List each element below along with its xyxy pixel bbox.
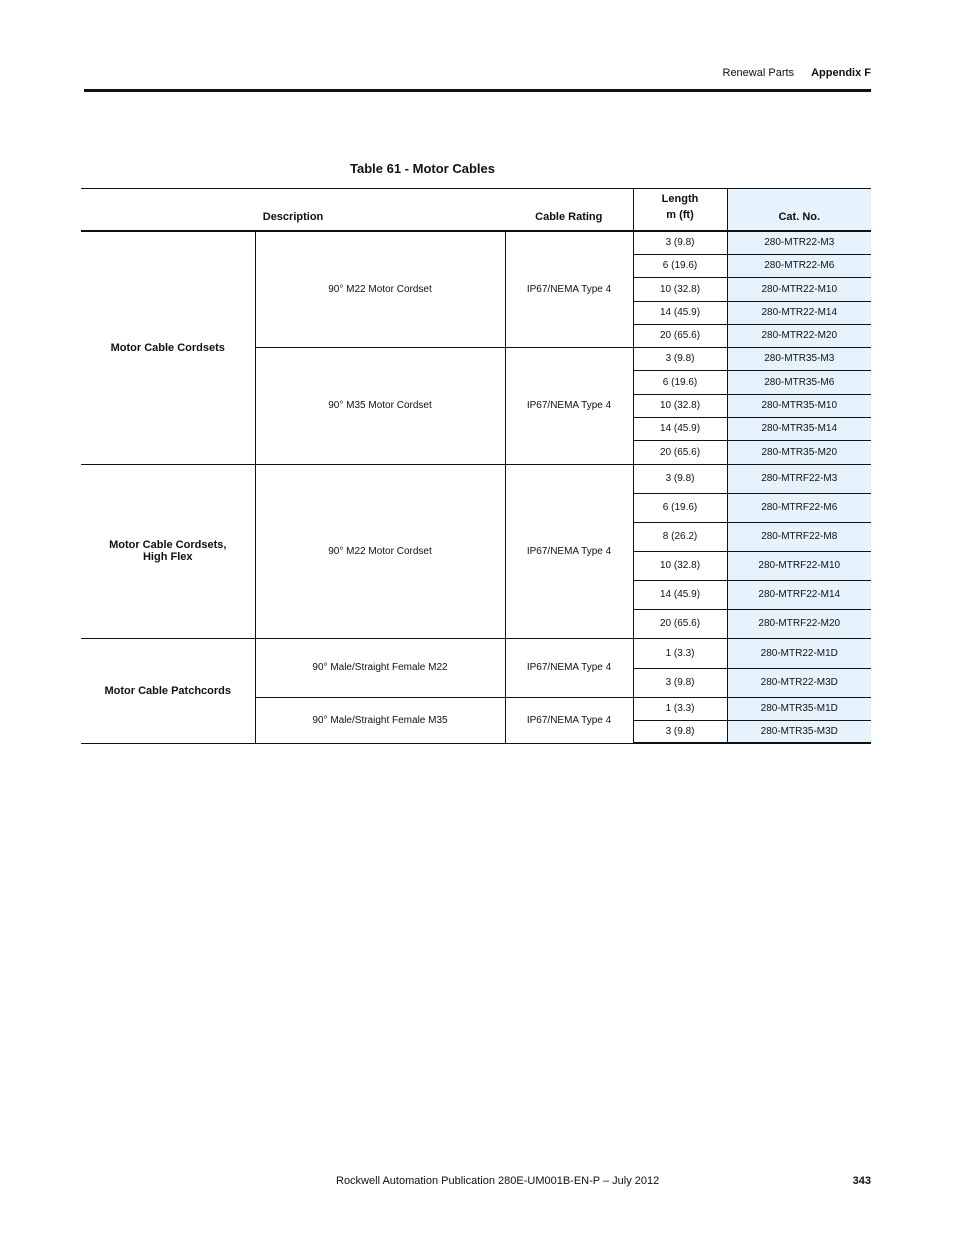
length-cell: 14 (45.9) — [633, 417, 727, 440]
length-cell: 8 (26.2) — [633, 522, 727, 551]
rating-cell: IP67/NEMA Type 4 — [505, 638, 633, 697]
header-section: Renewal Parts — [722, 67, 795, 79]
cat-no-cell: 280-MTR22-M3 — [727, 231, 871, 254]
rating-cell: IP67/NEMA Type 4 — [505, 464, 633, 638]
column-header-description: Description — [81, 189, 505, 232]
cat-no-cell: 280-MTRF22-M20 — [727, 609, 871, 638]
cat-no-cell: 280-MTR22-M3D — [727, 668, 871, 697]
length-cell: 14 (45.9) — [633, 301, 727, 324]
length-cell: 20 (65.6) — [633, 440, 727, 464]
header-appendix: Appendix F — [811, 67, 871, 79]
description-cell: 90° M35 Motor Cordset — [255, 347, 505, 464]
cat-no-cell: 280-MTR35-M3 — [727, 347, 871, 370]
length-cell: 10 (32.8) — [633, 277, 727, 301]
length-cell: 14 (45.9) — [633, 580, 727, 609]
cat-no-cell: 280-MTRF22-M10 — [727, 551, 871, 580]
cat-no-cell: 280-MTR35-M6 — [727, 370, 871, 394]
length-cell: 20 (65.6) — [633, 609, 727, 638]
cat-no-cell: 280-MTR22-M20 — [727, 324, 871, 347]
column-header-length — [633, 189, 727, 232]
page-header — [723, 67, 872, 79]
description-cell: 90° Male/Straight Female M22 — [255, 638, 505, 697]
publication-info: Rockwell Automation Publication 280E-UM001B-EN-P – July 2012 — [336, 1175, 660, 1187]
length-header-line2: m (ft) — [666, 209, 694, 221]
rating-cell: IP67/NEMA Type 4 — [505, 231, 633, 347]
length-cell: 6 (19.6) — [633, 370, 727, 394]
rating-cell: IP67/NEMA Type 4 — [505, 697, 633, 743]
table-row — [81, 464, 871, 493]
motor-cables-table — [81, 188, 871, 744]
length-cell: 10 (32.8) — [633, 551, 727, 580]
length-cell: 3 (9.8) — [633, 668, 727, 697]
cat-no-cell: 280-MTRF22-M6 — [727, 493, 871, 522]
group-label: Motor Cable Cordsets — [81, 231, 255, 464]
length-cell: 1 (3.3) — [633, 697, 727, 720]
group-label: Motor Cable Patchcords — [81, 638, 255, 743]
column-header-cat-no: Cat. No. — [727, 189, 871, 232]
cat-no-cell: 280-MTR22-M1D — [727, 638, 871, 668]
description-cell: 90° M22 Motor Cordset — [255, 231, 505, 347]
cat-no-cell: 280-MTR22-M10 — [727, 277, 871, 301]
table-row — [81, 638, 871, 668]
cat-no-cell: 280-MTR35-M1D — [727, 697, 871, 720]
cat-no-cell: 280-MTR35-M3D — [727, 720, 871, 743]
table-caption: Table 61 - Motor Cables — [350, 161, 495, 176]
group-label-line1: Motor Cable Cordsets, — [109, 539, 227, 551]
group-label — [81, 464, 255, 638]
length-cell: 6 (19.6) — [633, 254, 727, 277]
cat-no-cell: 280-MTR35-M20 — [727, 440, 871, 464]
length-cell: 3 (9.8) — [633, 720, 727, 743]
page-number: 343 — [852, 1175, 871, 1187]
description-cell: 90° M22 Motor Cordset — [255, 464, 505, 638]
column-header-cable-rating: Cable Rating — [505, 189, 633, 232]
length-cell: 3 (9.8) — [633, 347, 727, 370]
length-cell: 1 (3.3) — [633, 638, 727, 668]
group-label-line2: High Flex — [142, 551, 193, 563]
length-cell: 20 (65.6) — [633, 324, 727, 347]
table-header-row — [81, 189, 871, 232]
cat-no-cell: 280-MTRF22-M3 — [727, 464, 871, 493]
cat-no-cell: 280-MTR35-M10 — [727, 394, 871, 417]
length-cell: 3 (9.8) — [633, 231, 727, 254]
description-cell: 90° Male/Straight Female M35 — [255, 697, 505, 743]
cat-no-cell: 280-MTRF22-M8 — [727, 522, 871, 551]
table-row — [81, 231, 871, 254]
length-header-line1: Length — [661, 193, 699, 205]
cat-no-cell: 280-MTRF22-M14 — [727, 580, 871, 609]
length-cell: 10 (32.8) — [633, 394, 727, 417]
cat-no-cell: 280-MTR35-M14 — [727, 417, 871, 440]
cat-no-cell: 280-MTR22-M14 — [727, 301, 871, 324]
cat-no-cell: 280-MTR22-M6 — [727, 254, 871, 277]
rating-cell: IP67/NEMA Type 4 — [505, 347, 633, 464]
header-rule — [84, 89, 871, 92]
length-cell: 3 (9.8) — [633, 464, 727, 493]
length-cell: 6 (19.6) — [633, 493, 727, 522]
